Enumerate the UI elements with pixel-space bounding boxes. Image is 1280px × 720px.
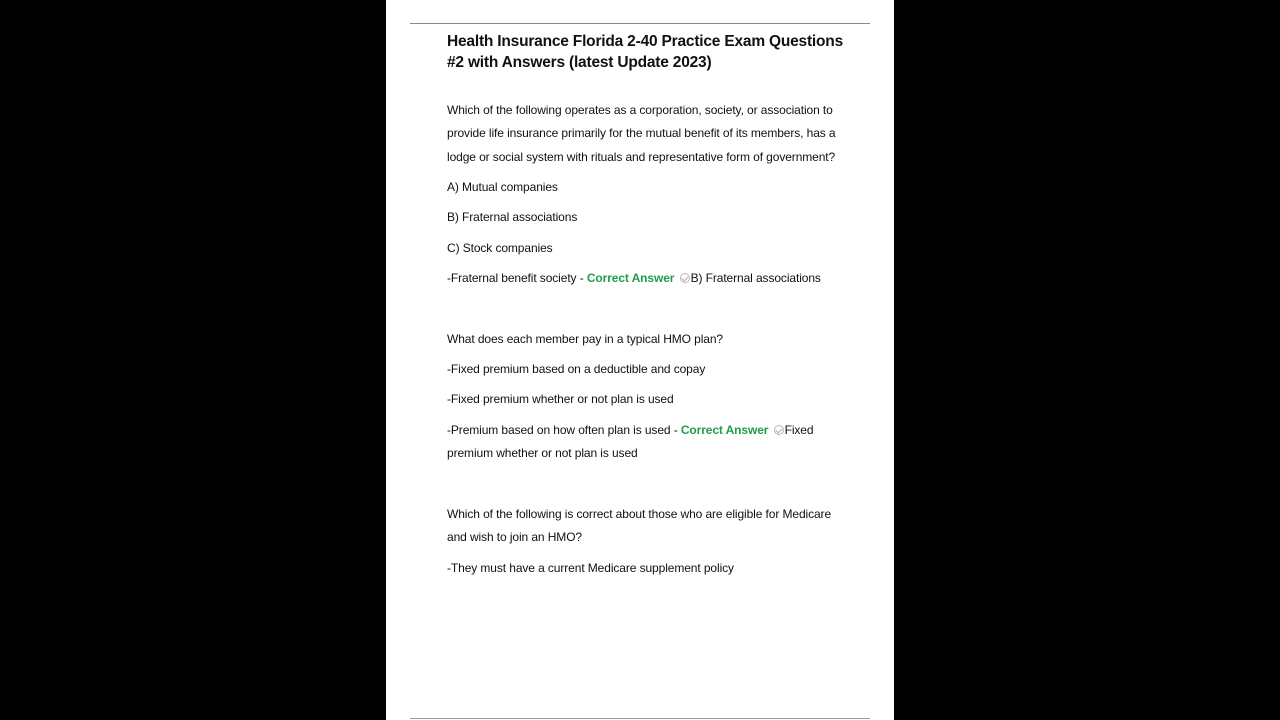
answer-text: Fixed	[784, 423, 814, 437]
document-title: Health Insurance Florida 2-40 Practice Exam Questions #2 with Answers (latest Update 2023)	[447, 33, 843, 71]
answer-prefix: -Fraternal benefit society -	[447, 271, 587, 285]
question-2-option-1: -Fixed premium based on a deductible and copay	[447, 362, 706, 376]
question-3-line-1: Which of the following is correct about those who are eligible for Medicare	[447, 507, 832, 521]
question-2-answer	[447, 419, 813, 443]
question-1-option-a: A) Mutual companies	[447, 180, 558, 194]
question-1-line-1: Which of the following operates as a corporation, society, or association to	[447, 103, 833, 117]
correct-answer-label: Correct Answer	[586, 271, 675, 285]
answer-prefix: -Premium based on how often plan is used -	[447, 423, 681, 437]
question-2-option-2: -Fixed premium whether or not plan is used	[447, 392, 674, 406]
question-1-option-b: B) Fraternal associations	[447, 210, 578, 224]
question-1-line-2: provide life insurance primarily for the mutual benefit of its members, has a	[447, 126, 836, 140]
question-3-line-2: and wish to join an HMO?	[447, 530, 583, 544]
document-page	[386, 0, 894, 720]
question-1-option-c: C) Stock companies	[447, 241, 553, 255]
question-1-answer	[447, 267, 821, 291]
question-2-line-1: What does each member pay in a typical HMO plan?	[447, 332, 723, 346]
question-2-answer-continued: premium whether or not plan is used	[447, 446, 638, 460]
question-1-line-3: lodge or social system with rituals and representative form of government?	[447, 150, 836, 164]
check-circle-icon	[680, 273, 690, 283]
answer-text: B) Fraternal associations	[690, 271, 821, 285]
check-circle-icon	[774, 425, 784, 435]
bottom-divider	[410, 718, 870, 719]
correct-answer-label: Correct Answer	[680, 423, 769, 437]
top-divider	[410, 23, 870, 24]
question-3-option-1: -They must have a current Medicare supplement policy	[447, 561, 734, 575]
